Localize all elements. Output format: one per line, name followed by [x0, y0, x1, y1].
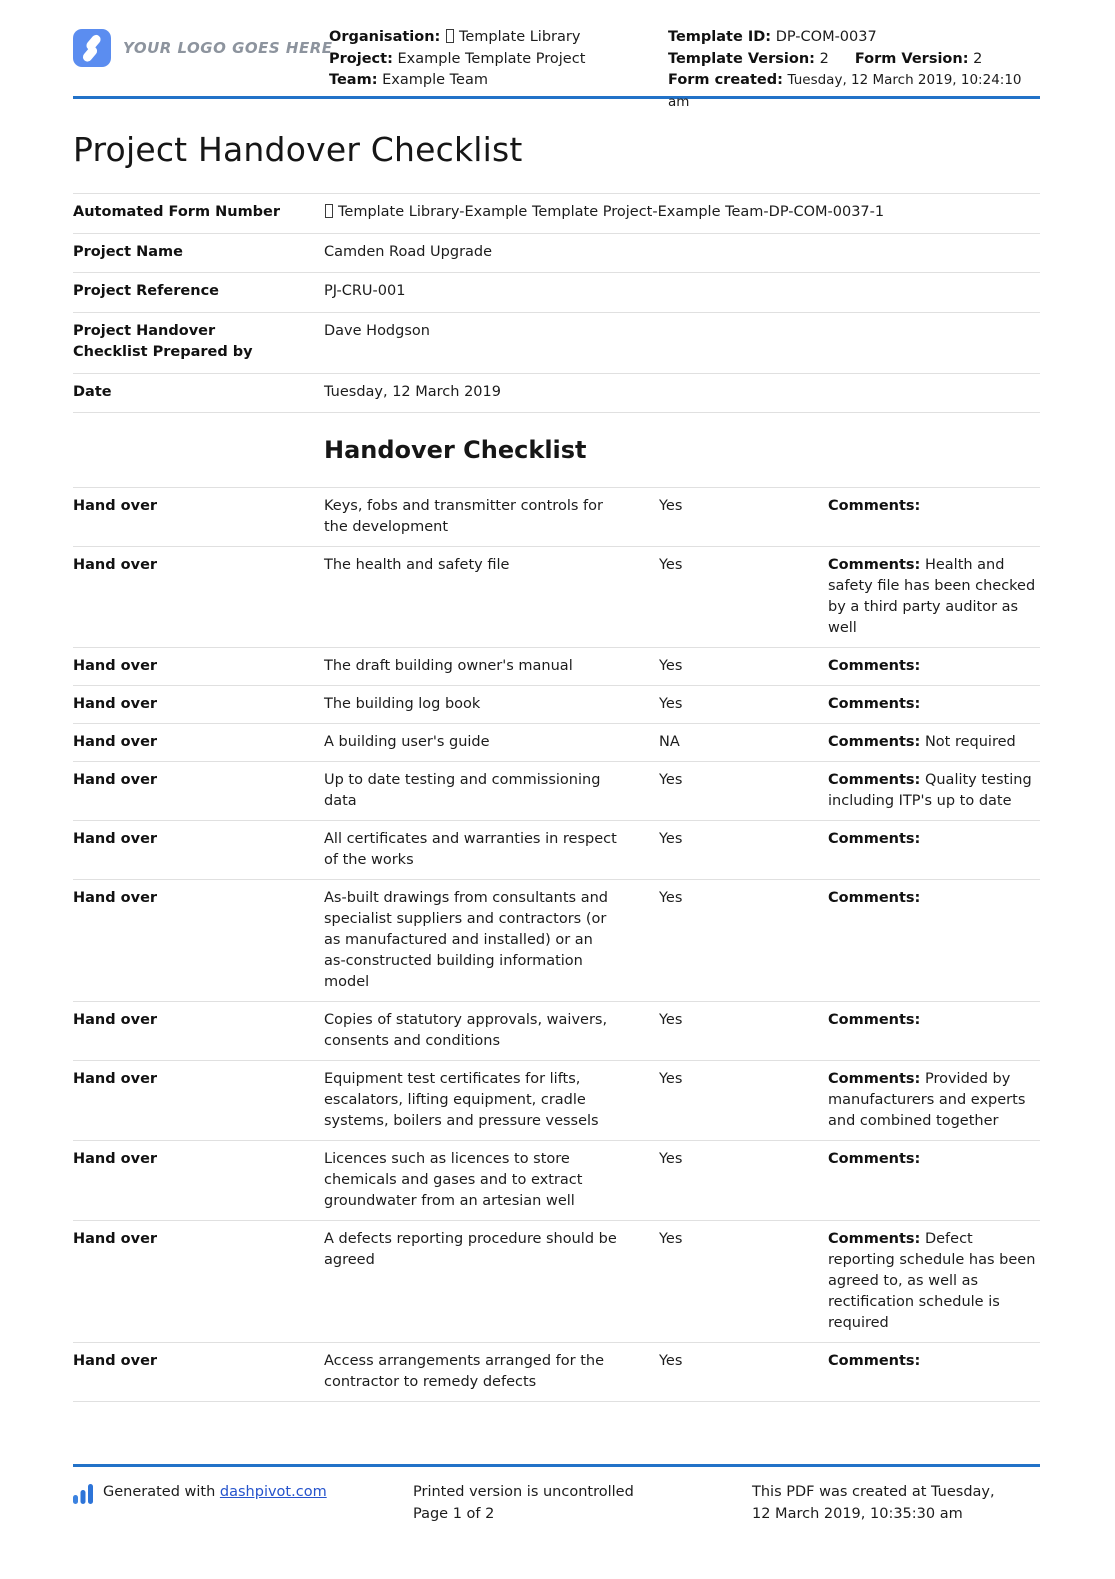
- table-row: [73, 879, 1040, 1001]
- organisation-label: Organisation:: [329, 29, 441, 45]
- tofu-box-icon: [325, 204, 333, 218]
- comment-cell: [828, 656, 1040, 677]
- comment-text: Quality testing including ITP's up to date: [828, 772, 1032, 809]
- header-template-block: [668, 27, 1040, 113]
- field-value: Tuesday, 12 March 2019: [324, 383, 501, 400]
- table-row: [73, 487, 1040, 546]
- template-version-value: 2: [819, 50, 829, 67]
- comment-text: Not required: [924, 734, 1016, 750]
- logo: [73, 29, 333, 67]
- table-row: [73, 723, 1040, 761]
- comments-label: Comments:: [828, 1353, 921, 1369]
- field-value: Dave Hodgson: [324, 322, 430, 339]
- comments-label: Comments:: [828, 696, 921, 712]
- form-version-label: Form Version:: [854, 50, 969, 67]
- table-row: [73, 685, 1040, 723]
- form-fields: [73, 193, 1040, 413]
- answer-cell: Yes: [659, 498, 683, 514]
- field-label: Project Handover Checklist Prepared by: [73, 322, 253, 360]
- row-label: Hand over: [73, 1071, 158, 1087]
- item-cell: The building log book: [324, 696, 481, 712]
- comment-cell: [828, 1069, 1040, 1132]
- table-row: [73, 1140, 1040, 1220]
- field-row-prepared-by: [73, 312, 1040, 373]
- comments-label: Comments:: [828, 1012, 921, 1028]
- logo-placeholder-text: YOUR LOGO GOES HERE: [123, 39, 333, 57]
- answer-cell: Yes: [659, 1151, 683, 1167]
- field-row-automated-form-number: [73, 193, 1040, 233]
- table-row: [73, 1342, 1040, 1402]
- answer-cell: Yes: [659, 557, 683, 573]
- template-id-line: [668, 27, 1040, 49]
- footer-page-info: [413, 1482, 752, 1525]
- comments-label: Comments:: [828, 772, 921, 788]
- table-row: [73, 761, 1040, 820]
- item-cell: The health and safety file: [324, 557, 510, 573]
- comment-cell: [828, 829, 1040, 871]
- answer-cell: Yes: [659, 696, 683, 712]
- item-cell: A building user's guide: [324, 734, 490, 750]
- row-label: Hand over: [73, 658, 158, 674]
- project-value: Example Template Project: [397, 50, 586, 67]
- form-version-value: 2: [973, 50, 983, 67]
- comment-cell: [828, 694, 1040, 715]
- comments-label: Comments:: [828, 831, 921, 847]
- comment-text: Provided by manufacturers and experts and combined together: [828, 1071, 1026, 1129]
- comments-label: Comments:: [828, 1071, 921, 1087]
- answer-cell: Yes: [659, 1353, 683, 1369]
- item-cell: Licences such as licences to store chemicals and gases and to extract groundwater from an artesian well: [324, 1151, 583, 1209]
- item-cell: Up to date testing and commissioning data: [324, 772, 601, 809]
- answer-cell: Yes: [659, 658, 683, 674]
- item-cell: As-built drawings from consultants and specialist suppliers and contractors (or as manufactured and installed) or an as-constructed building information model: [324, 890, 608, 990]
- item-cell: All certificates and warranties in respect of the works: [324, 831, 617, 868]
- item-cell: Copies of statutory approvals, waivers, consents and conditions: [324, 1012, 608, 1049]
- table-row: [73, 647, 1040, 685]
- team-label: Team:: [329, 72, 378, 88]
- table-row: [73, 1220, 1040, 1342]
- answer-cell: Yes: [659, 1071, 683, 1087]
- item-cell: The draft building owner's manual: [324, 658, 573, 674]
- answer-cell: Yes: [659, 772, 683, 788]
- comment-cell: [828, 1010, 1040, 1052]
- field-row-project-name: [73, 233, 1040, 273]
- bar-chart-icon: [73, 1483, 94, 1506]
- project-line: [329, 49, 585, 71]
- table-row: [73, 1001, 1040, 1060]
- comments-label: Comments:: [828, 658, 921, 674]
- field-value: [324, 202, 1040, 224]
- answer-cell: Yes: [659, 1231, 683, 1247]
- row-label: Hand over: [73, 1231, 158, 1247]
- dashpivot-link[interactable]: dashpivot.com: [219, 1484, 327, 1500]
- answer-cell: Yes: [659, 831, 683, 847]
- organisation-line: [329, 27, 585, 49]
- row-label: Hand over: [73, 1151, 158, 1167]
- item-cell: A defects reporting procedure should be agreed: [324, 1231, 617, 1268]
- row-label: Hand over: [73, 1353, 158, 1369]
- form-created-label: Form created:: [668, 72, 783, 88]
- field-label: Automated Form Number: [73, 204, 281, 220]
- footer-generated: [73, 1482, 413, 1525]
- field-row-date: [73, 373, 1040, 414]
- row-label: Hand over: [73, 696, 158, 712]
- field-label: Project Name: [73, 243, 183, 260]
- row-label: Hand over: [73, 734, 158, 750]
- page-number: Page 1 of 2: [413, 1505, 495, 1522]
- dashpivot-logo-icon: [73, 29, 111, 67]
- page-footer: [73, 1464, 1040, 1525]
- header-org-block: [329, 27, 585, 92]
- versions-line: [668, 49, 1040, 71]
- comment-cell: [828, 1229, 1040, 1334]
- table-row: [73, 546, 1040, 647]
- comments-label: Comments:: [828, 1231, 921, 1247]
- answer-cell: Yes: [659, 890, 683, 906]
- footer-created-at: This PDF was created at Tuesday, 12 March 2019, 10:35:30 am: [752, 1484, 995, 1522]
- answer-cell: NA: [659, 734, 680, 750]
- comment-text: Defect reporting schedule has been agreed to, as well as rectification schedule is required: [828, 1231, 1036, 1331]
- generated-prefix: Generated with: [103, 1484, 220, 1500]
- item-cell: Keys, fobs and transmitter controls for the development: [324, 498, 603, 535]
- page-header: [73, 27, 1040, 110]
- field-label: Project Reference: [73, 283, 219, 299]
- comment-cell: [828, 732, 1040, 753]
- item-cell: Equipment test certificates for lifts, escalators, lifting equipment, cradle systems, boilers and pressure vessels: [324, 1071, 599, 1129]
- answer-cell: Yes: [659, 1012, 683, 1028]
- field-value: Camden Road Upgrade: [324, 243, 493, 260]
- comment-cell: [828, 770, 1040, 812]
- comments-label: Comments:: [828, 498, 921, 514]
- comment-cell: [828, 555, 1040, 639]
- comment-text: Health and safety file has been checked by a third party auditor as well: [828, 557, 1036, 636]
- row-label: Hand over: [73, 890, 158, 906]
- table-row: [73, 1060, 1040, 1140]
- template-id-value: DP-COM-0037: [775, 29, 877, 45]
- field-row-project-reference: [73, 272, 1040, 312]
- section-heading: Handover Checklist: [324, 436, 587, 464]
- comment-cell: [828, 496, 1040, 538]
- tofu-box-icon: [446, 29, 454, 43]
- team-value: Example Team: [382, 72, 488, 88]
- table-row: [73, 820, 1040, 879]
- comments-label: Comments:: [828, 890, 921, 906]
- item-cell: Access arrangements arranged for the contractor to remedy defects: [324, 1353, 604, 1390]
- comment-cell: [828, 1351, 1040, 1393]
- template-version-label: Template Version:: [668, 50, 815, 67]
- field-value-text: Template Library-Example Template Project-Example Team-DP-COM-0037-1: [338, 204, 885, 220]
- comments-label: Comments:: [828, 557, 921, 573]
- footer-divider: [73, 1464, 1040, 1467]
- row-label: Hand over: [73, 831, 158, 847]
- generated-text: [103, 1482, 327, 1504]
- row-label: Hand over: [73, 557, 158, 573]
- comment-cell: [828, 1149, 1040, 1212]
- comments-label: Comments:: [828, 1151, 921, 1167]
- row-label: Hand over: [73, 772, 158, 788]
- checklist-table: [73, 487, 1040, 1402]
- row-label: Hand over: [73, 1012, 158, 1028]
- template-id-label: Template ID:: [668, 29, 772, 45]
- organisation-value: Template Library: [458, 29, 581, 45]
- field-value: PJ-CRU-001: [324, 283, 406, 299]
- row-label: Hand over: [73, 498, 158, 514]
- form-created-line: [668, 70, 1040, 113]
- project-label: Project:: [329, 50, 393, 67]
- team-line: [329, 70, 585, 92]
- comments-label: Comments:: [828, 734, 921, 750]
- page-title: Project Handover Checklist: [73, 130, 523, 169]
- field-label: Date: [73, 383, 112, 400]
- form-created-value: Tuesday, 12 March 2019, 10:24:10 am: [668, 72, 1022, 110]
- uncontrolled-text: Printed version is uncontrolled: [413, 1484, 634, 1500]
- comment-cell: [828, 888, 1040, 993]
